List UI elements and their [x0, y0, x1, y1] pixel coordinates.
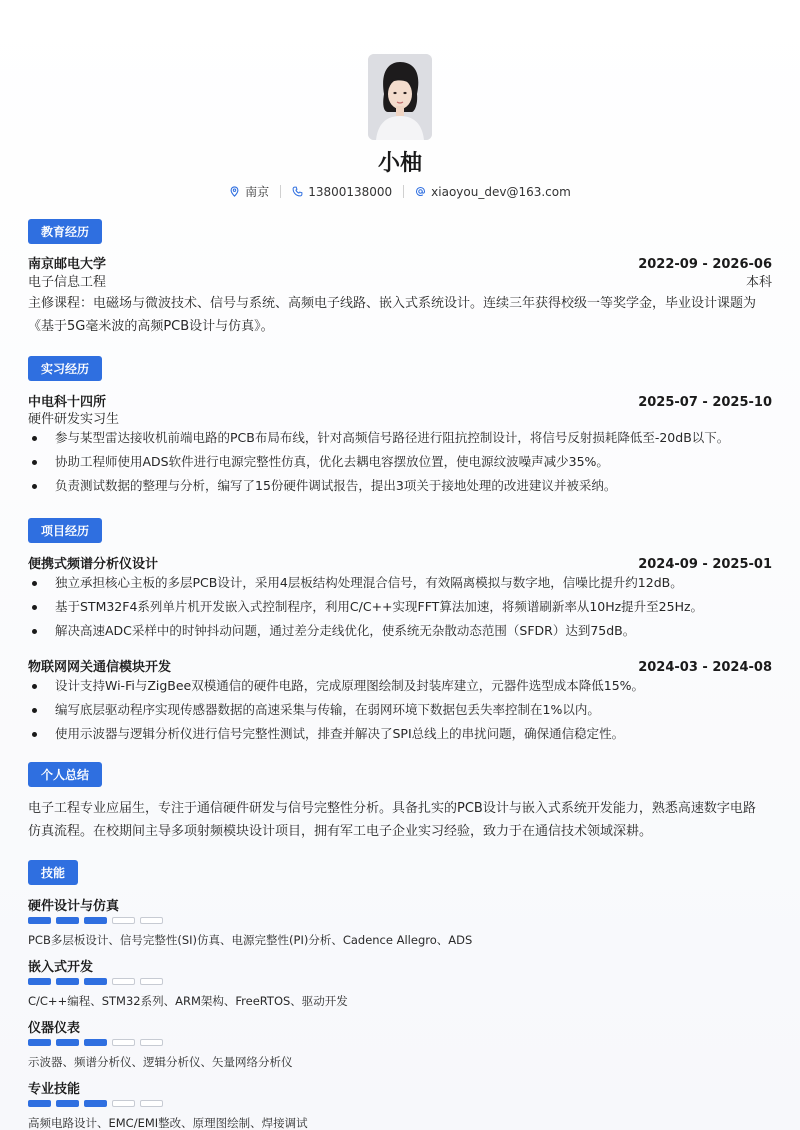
skill-level-segment — [84, 978, 107, 985]
skill-level-bar — [28, 917, 163, 924]
skill-level-segment — [56, 917, 79, 924]
internship-subheader — [28, 408, 772, 427]
skill-level-segment — [140, 917, 163, 924]
section-badge-education: 教育经历 — [28, 219, 102, 244]
internship-role: 硬件研发实习生 — [28, 412, 120, 427]
skill-level-segment — [112, 1100, 135, 1107]
internship-bullets — [28, 426, 772, 498]
phone-icon — [292, 186, 303, 197]
skill-level-segment — [112, 1039, 135, 1046]
contact-info — [0, 183, 800, 200]
at-sign-icon — [415, 186, 426, 197]
summary-text — [28, 797, 772, 843]
skill-level-segment — [84, 1039, 107, 1046]
project-name: 物联网网关通信模块开发 — [28, 660, 172, 675]
skill-level-segment — [140, 1100, 163, 1107]
divider — [403, 185, 404, 198]
section-badge-internship: 实习经历 — [28, 356, 102, 381]
skill-title: 专业技能 — [28, 1082, 81, 1097]
major: 电子信息工程 — [28, 275, 107, 290]
list-item: 负责测试数据的整理与分析，编写了15份硬件调试报告，提出3项关于接地处理的改进建议并被采纳。 — [28, 474, 772, 498]
contact-email[interactable] — [415, 185, 571, 199]
skill-title: 硬件设计与仿真 — [28, 899, 120, 914]
education-desc-line: 《基于5G毫米波的高频PCB设计与仿真》。 — [28, 319, 274, 334]
education-description — [28, 292, 772, 338]
contact-phone — [292, 185, 392, 199]
skill-level-segment — [140, 1039, 163, 1046]
skill-level-segment — [28, 978, 51, 985]
skill-level-segment — [56, 1039, 79, 1046]
skill-level-segment — [28, 1100, 51, 1107]
skill-level-bar — [28, 1039, 163, 1046]
skill-level-segment — [28, 1039, 51, 1046]
summary-line: 仿真流程。在校期间主导多项射频模块设计项目，拥有军工电子企业实习经验，致力于在通信技术领域深耕。 — [28, 824, 653, 839]
skill-description: 示波器、频谱分析仪、逻辑分析仪、矢量网络分析仪 — [28, 1055, 293, 1069]
skill-level-segment — [84, 917, 107, 924]
company-name: 中电科十四所 — [28, 395, 107, 410]
list-item: 基于STM32F4系列单片机开发嵌入式控制程序，利用C/C++实现FFT算法加速，将频谱刷新率从10Hz提升至25Hz。 — [28, 595, 772, 619]
summary-line: 电子工程专业应届生，专注于通信硬件研发与信号完整性分析。具备扎实的PCB设计与嵌入式系统开发能力，熟悉高速数字电路 — [28, 801, 756, 816]
skill-level-segment — [28, 917, 51, 924]
skill-level-segment — [56, 1100, 79, 1107]
project-name: 便携式频谱分析仪设计 — [28, 557, 159, 572]
project-bullets — [28, 571, 772, 643]
location-text: 南京 — [245, 185, 270, 199]
education-period: 2022-09 - 2026-06 — [638, 257, 772, 272]
avatar — [368, 54, 432, 140]
list-item: 使用示波器与逻辑分析仪进行信号完整性测试，排查并解决了SPI总线上的串扰问题，确保通信稳定性。 — [28, 722, 772, 746]
email-text: xiaoyou_dev@163.com — [431, 184, 571, 199]
education-header — [28, 253, 772, 272]
skill-description: 高频电路设计、EMC/EMI整改、原理图绘制、焊接调试 — [28, 1116, 308, 1130]
school-name: 南京邮电大学 — [28, 257, 107, 272]
contact-location — [229, 183, 269, 200]
skill-level-bar — [28, 978, 163, 985]
candidate-name: 小柚 — [377, 151, 422, 176]
section-badge-summary: 个人总结 — [28, 762, 102, 787]
project-header — [28, 553, 772, 572]
phone-text: 13800138000 — [308, 184, 393, 199]
skill-title: 仪器仪表 — [28, 1021, 81, 1036]
education-desc-line: 主修课程：电磁场与微波技术、信号与系统、高频电子线路、嵌入式系统设计。连续三年获得校级一等奖学金，毕业设计课题为 — [28, 296, 757, 311]
skill-title: 嵌入式开发 — [28, 960, 94, 975]
project-period: 2024-03 - 2024-08 — [638, 660, 772, 675]
section-badge-projects: 项目经历 — [28, 518, 102, 543]
location-pin-icon — [229, 186, 240, 197]
list-item: 设计支持Wi-Fi与ZigBee双模通信的硬件电路，完成原理图绘制及封装库建立，元器件选型成本降低15%。 — [28, 674, 772, 698]
project-period: 2024-09 - 2025-01 — [638, 557, 772, 572]
skill-level-segment — [56, 978, 79, 985]
internship-period: 2025-07 - 2025-10 — [638, 395, 772, 410]
project-bullets — [28, 674, 772, 746]
list-item: 编写底层驱动程序实现传感器数据的高速采集与传输，在弱网环境下数据包丢失率控制在1%以内。 — [28, 698, 772, 722]
skill-level-segment — [112, 917, 135, 924]
education-subheader — [28, 271, 772, 290]
skill-level-segment — [84, 1100, 107, 1107]
project-header — [28, 656, 772, 675]
section-badge-skills: 技能 — [28, 860, 78, 885]
list-item: 解决高速ADC采样中的时钟抖动问题，通过差分走线优化，使系统无杂散动态范围（SFDR）达到75dB。 — [28, 619, 772, 643]
skill-description: PCB多层板设计、信号完整性(SI)仿真、电源完整性(PI)分析、Cadence Allegro、ADS — [28, 933, 473, 947]
list-item: 协助工程师使用ADS软件进行电源完整性仿真，优化去耦电容摆放位置，使电源纹波噪声减少35%。 — [28, 450, 772, 474]
degree: 本科 — [745, 275, 772, 290]
skill-level-segment — [112, 978, 135, 985]
list-item: 参与某型雷达接收机前端电路的PCB布局布线，针对高频信号路径进行阻抗控制设计，将信号反射损耗降低至-20dB以下。 — [28, 426, 772, 450]
divider — [280, 185, 281, 198]
skill-description: C/C++编程、STM32系列、ARM架构、FreeRTOS、驱动开发 — [28, 994, 348, 1008]
list-item: 独立承担核心主板的多层PCB设计，采用4层板结构处理混合信号，有效隔离模拟与数字地，信噪比提升约12dB。 — [28, 571, 772, 595]
skill-level-bar — [28, 1100, 163, 1107]
skill-level-segment — [140, 978, 163, 985]
